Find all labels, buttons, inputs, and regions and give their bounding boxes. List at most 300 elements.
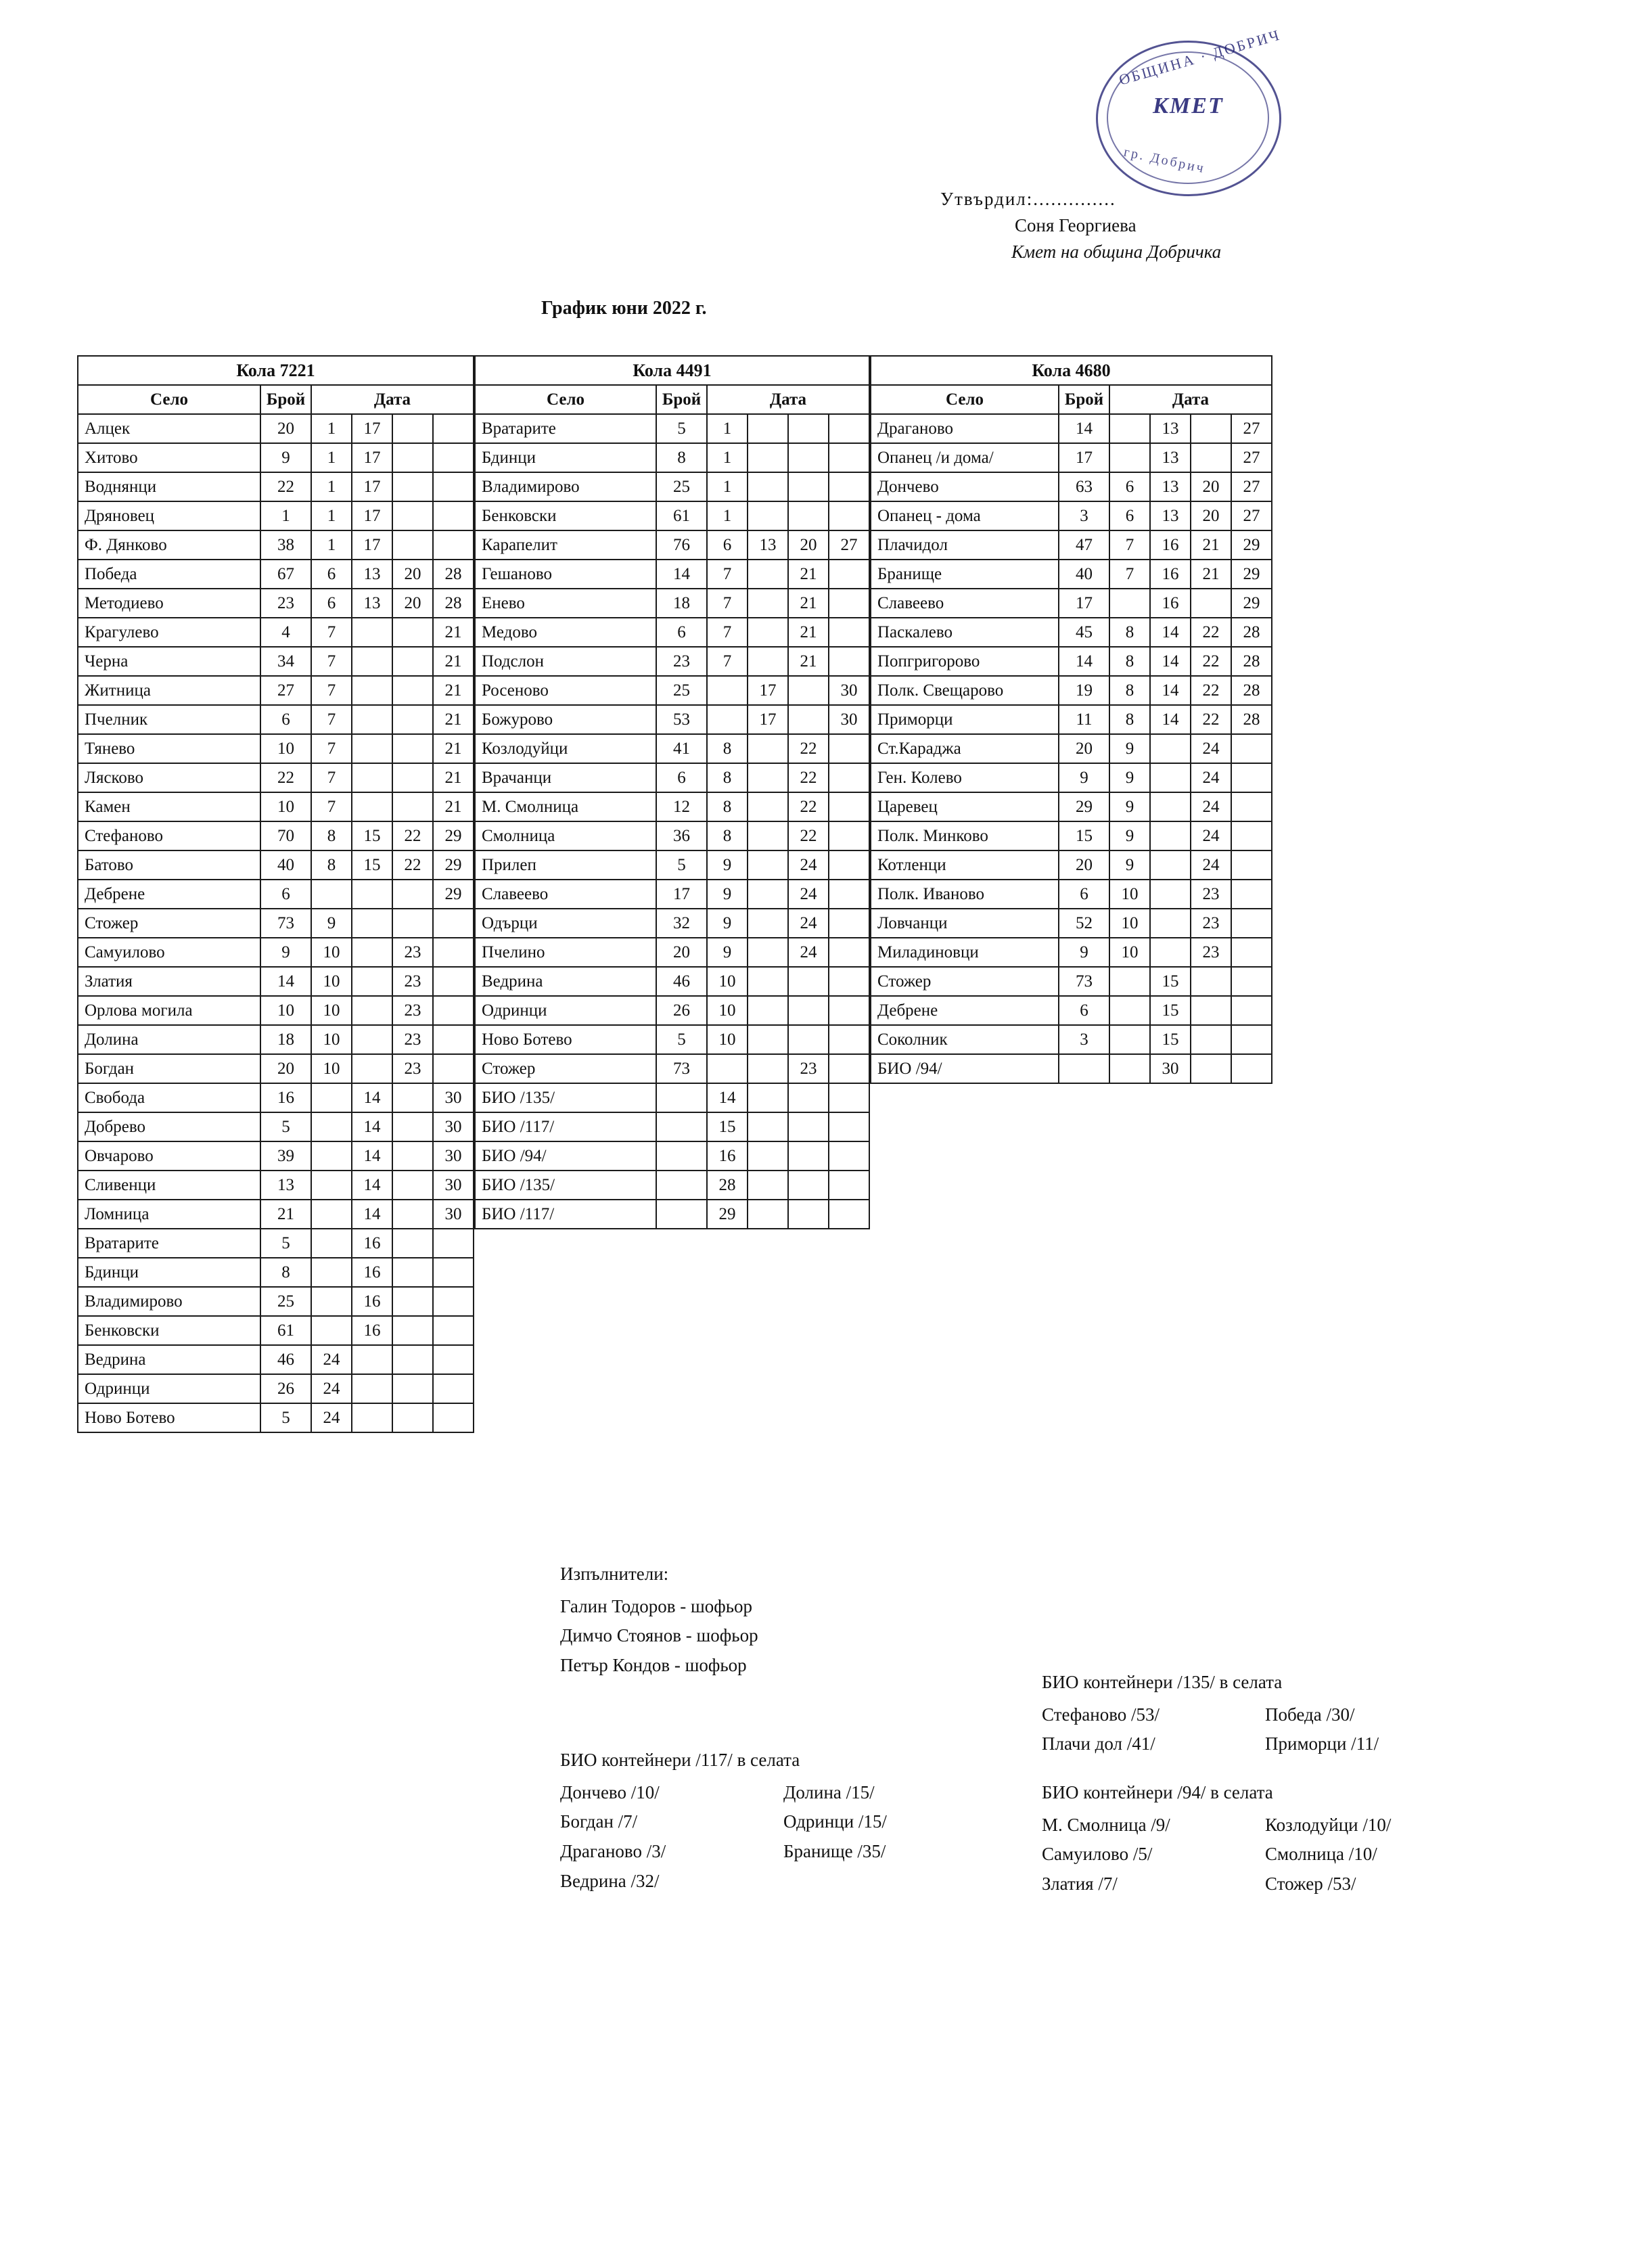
cell-count: 5 [656, 414, 707, 443]
cell-date: 24 [788, 880, 829, 909]
cell-date: 14 [1150, 705, 1191, 734]
cell-count: 9 [260, 938, 311, 967]
cell-count: 36 [656, 821, 707, 850]
table-row [475, 938, 869, 967]
cell-date: 16 [1150, 589, 1191, 618]
cell-date: 17 [352, 414, 392, 443]
cell-village: Свобода [78, 1083, 260, 1112]
cell-village: Богдан [78, 1054, 260, 1083]
cell-date [352, 1025, 392, 1054]
cell-village: Владимирово [78, 1287, 260, 1316]
cell-date [352, 705, 392, 734]
table-row [871, 560, 1272, 589]
cell-date: 16 [352, 1287, 392, 1316]
cell-village: Полк. Иваново [871, 880, 1059, 909]
table-row [475, 792, 869, 821]
cell-count: 52 [1059, 909, 1109, 938]
performers-title: Изпълнители: [560, 1564, 669, 1584]
cell-date: 16 [707, 1141, 748, 1171]
table-row [475, 996, 869, 1025]
cell-village: БИО /117/ [475, 1200, 656, 1229]
bio-entry: Самуилово /5/ [1042, 1844, 1153, 1865]
cell-count: 70 [260, 821, 311, 850]
cell-date: 20 [392, 560, 433, 589]
cell-date [1191, 996, 1231, 1025]
cell-count: 32 [656, 909, 707, 938]
column-header-village: Село [475, 385, 656, 414]
cell-village: Камен [78, 792, 260, 821]
cell-date [352, 1403, 392, 1432]
table-row [475, 1025, 869, 1054]
cell-count: 9 [260, 443, 311, 472]
cell-count: 13 [260, 1171, 311, 1200]
cell-village: Ломница [78, 1200, 260, 1229]
cell-village: Славеево [475, 880, 656, 909]
table-row [871, 414, 1272, 443]
bio-117-row [560, 1778, 1007, 1808]
cell-count [656, 1141, 707, 1171]
cell-village: Дебрене [78, 880, 260, 909]
cell-date [311, 1112, 352, 1141]
cell-date [433, 1054, 474, 1083]
table-row [475, 850, 869, 880]
cell-village: Ведрина [78, 1345, 260, 1374]
cell-village: Ловчанци [871, 909, 1059, 938]
cell-date: 10 [1109, 909, 1150, 938]
stamp-inner-ring [1107, 51, 1269, 184]
cell-date: 22 [392, 850, 433, 880]
cell-village: Ново Ботево [475, 1025, 656, 1054]
column-header-count: Брой [1059, 385, 1109, 414]
cell-date [829, 1171, 869, 1200]
cell-date: 7 [311, 647, 352, 676]
cell-village: Одринци [475, 996, 656, 1025]
cell-count: 73 [260, 909, 311, 938]
table-row [78, 1171, 474, 1200]
cell-village: Хитово [78, 443, 260, 472]
cell-count: 22 [260, 472, 311, 501]
cell-count: 46 [260, 1345, 311, 1374]
bio-135-title: БИО контейнери /135/ в селата [1042, 1672, 1283, 1692]
cell-date: 24 [1191, 792, 1231, 821]
cell-date [788, 414, 829, 443]
cell-date: 24 [1191, 734, 1231, 763]
cell-date: 9 [1109, 734, 1150, 763]
cell-village: Полк. Минково [871, 821, 1059, 850]
cell-village: Вратарите [78, 1229, 260, 1258]
cell-date [392, 1200, 433, 1229]
cell-date: 14 [352, 1112, 392, 1141]
cell-date [433, 996, 474, 1025]
cell-date: 1 [707, 414, 748, 443]
cell-date: 29 [433, 850, 474, 880]
cell-date [748, 967, 788, 996]
table-row [78, 880, 474, 909]
cell-village: Алцек [78, 414, 260, 443]
cell-date [352, 1054, 392, 1083]
cell-date: 23 [1191, 880, 1231, 909]
cell-village: Батово [78, 850, 260, 880]
cell-date [392, 618, 433, 647]
cell-village: Ст.Караджа [871, 734, 1059, 763]
cell-date [1231, 880, 1272, 909]
table-row [475, 647, 869, 676]
cell-village: Долина [78, 1025, 260, 1054]
cell-date: 7 [311, 705, 352, 734]
cell-count: 5 [260, 1403, 311, 1432]
table-row [78, 1345, 474, 1374]
cell-date [707, 1054, 748, 1083]
table-row [871, 850, 1272, 880]
table-row [78, 850, 474, 880]
table-row [78, 647, 474, 676]
cell-count: 5 [656, 850, 707, 880]
table-row [871, 821, 1272, 850]
cell-village: Сливенци [78, 1171, 260, 1200]
table-row [475, 705, 869, 734]
cell-village: Божурово [475, 705, 656, 734]
table-body [871, 414, 1272, 1083]
cell-date: 23 [788, 1054, 829, 1083]
cell-date: 1 [311, 501, 352, 530]
table-row [871, 996, 1272, 1025]
cell-date [1191, 1025, 1231, 1054]
cell-date: 16 [352, 1316, 392, 1345]
cell-date: 17 [748, 676, 788, 705]
cell-count: 18 [260, 1025, 311, 1054]
cell-date [748, 1200, 788, 1229]
cell-date: 16 [352, 1229, 392, 1258]
cell-count: 19 [1059, 676, 1109, 705]
bio-entry: Стожер /53/ [1265, 1874, 1356, 1894]
cell-date [433, 1374, 474, 1403]
cell-date: 29 [1231, 530, 1272, 560]
cell-count: 53 [656, 705, 707, 734]
bio-entry: Стефаново /53/ [1042, 1704, 1160, 1725]
cell-date: 14 [352, 1083, 392, 1112]
cell-date: 15 [1150, 1025, 1191, 1054]
cell-count [656, 1112, 707, 1141]
table-row [475, 1141, 869, 1171]
cell-date: 17 [352, 472, 392, 501]
cell-village: БИО /135/ [475, 1171, 656, 1200]
cell-count: 14 [1059, 414, 1109, 443]
table-row [871, 618, 1272, 647]
column-header-count: Брой [656, 385, 707, 414]
cell-date [352, 676, 392, 705]
cell-date: 17 [352, 501, 392, 530]
table-row [475, 501, 869, 530]
cell-village: Козлодуйци [475, 734, 656, 763]
cell-date [311, 880, 352, 909]
column-header-village: Село [78, 385, 260, 414]
cell-date: 8 [707, 734, 748, 763]
cell-count: 39 [260, 1141, 311, 1171]
cell-date [352, 996, 392, 1025]
bio-135-row [1042, 1729, 1488, 1759]
cell-date [788, 1025, 829, 1054]
cell-count: 6 [1059, 880, 1109, 909]
cell-date [392, 1141, 433, 1171]
stamp-bottom-text: гр. Добрич [1122, 144, 1207, 177]
cell-date: 15 [352, 821, 392, 850]
cell-count: 20 [260, 1054, 311, 1083]
cell-date [829, 647, 869, 676]
cell-date [311, 1229, 352, 1258]
bio-entry [783, 1867, 1007, 1897]
cell-date [392, 1112, 433, 1141]
cell-date [392, 472, 433, 501]
cell-count: 25 [656, 472, 707, 501]
cell-date [1231, 734, 1272, 763]
cell-date [748, 472, 788, 501]
column-header-date: Дата [707, 385, 869, 414]
bio-entry: Одринци /15/ [783, 1811, 887, 1832]
cell-date: 29 [433, 821, 474, 850]
cell-date: 24 [1191, 850, 1231, 880]
cell-date: 21 [788, 618, 829, 647]
cell-date [1231, 821, 1272, 850]
table-row [78, 1141, 474, 1171]
cell-date [392, 414, 433, 443]
cell-village: Пчелник [78, 705, 260, 734]
cell-date [392, 909, 433, 938]
cell-date: 8 [1109, 618, 1150, 647]
table-caption: Кола 4680 [871, 356, 1272, 385]
cell-date [788, 967, 829, 996]
table-row [78, 589, 474, 618]
table-row [78, 1374, 474, 1403]
cell-count: 15 [1059, 821, 1109, 850]
cell-date: 6 [1109, 501, 1150, 530]
cell-date [433, 1258, 474, 1287]
cell-date: 22 [1191, 647, 1231, 676]
cell-count: 12 [656, 792, 707, 821]
cell-count: 1 [260, 501, 311, 530]
cell-date: 8 [1109, 676, 1150, 705]
cell-date: 9 [707, 938, 748, 967]
table-row [871, 472, 1272, 501]
cell-date: 24 [1191, 821, 1231, 850]
cell-date: 7 [311, 676, 352, 705]
cell-date [433, 501, 474, 530]
cell-date: 6 [1109, 472, 1150, 501]
table-row [78, 1112, 474, 1141]
cell-village: Плачидол [871, 530, 1059, 560]
table-row [475, 1083, 869, 1112]
table-row [78, 1403, 474, 1432]
bio-entry: Драганово /3/ [560, 1841, 666, 1862]
cell-date: 29 [707, 1200, 748, 1229]
cell-date [788, 996, 829, 1025]
table-row [475, 734, 869, 763]
cell-date: 15 [352, 850, 392, 880]
table-row [871, 1054, 1272, 1083]
cell-date: 30 [433, 1200, 474, 1229]
cell-date: 23 [392, 1025, 433, 1054]
cell-date: 7 [1109, 530, 1150, 560]
cell-count: 20 [260, 414, 311, 443]
cell-date [392, 1287, 433, 1316]
cell-date: 7 [707, 560, 748, 589]
cell-date [707, 676, 748, 705]
bio-entry: Долина /15/ [783, 1781, 875, 1802]
cell-date: 14 [1150, 647, 1191, 676]
cell-count: 10 [260, 996, 311, 1025]
bio-94-row [1042, 1869, 1488, 1899]
cell-village: Бенковски [78, 1316, 260, 1345]
table-row [78, 414, 474, 443]
cell-date [392, 734, 433, 763]
approver-name: Соня Георгиева [1015, 215, 1137, 236]
cell-date: 10 [707, 967, 748, 996]
cell-date [392, 1316, 433, 1345]
cell-date [829, 618, 869, 647]
cell-village: Приморци [871, 705, 1059, 734]
cell-date [1231, 996, 1272, 1025]
cell-date [392, 1374, 433, 1403]
cell-date [748, 734, 788, 763]
cell-date [748, 618, 788, 647]
cell-date [1150, 850, 1191, 880]
table-row [78, 909, 474, 938]
cell-date [311, 1287, 352, 1316]
cell-date [829, 443, 869, 472]
table-row [871, 443, 1272, 472]
cell-date [829, 472, 869, 501]
cell-date [788, 1083, 829, 1112]
cell-date: 30 [433, 1141, 474, 1171]
cell-date [788, 1171, 829, 1200]
cell-count: 17 [656, 880, 707, 909]
cell-date [788, 501, 829, 530]
cell-date: 23 [392, 938, 433, 967]
bio-117-row [560, 1807, 1007, 1837]
cell-date: 6 [311, 589, 352, 618]
cell-count: 5 [260, 1229, 311, 1258]
table-row [78, 996, 474, 1025]
table-body [78, 414, 474, 1432]
cell-date [1109, 443, 1150, 472]
cell-count: 8 [656, 443, 707, 472]
approval-block [940, 186, 1360, 265]
cell-village: Лясково [78, 763, 260, 792]
cell-date: 7 [311, 763, 352, 792]
approved-by-label: Утвърдил:.............. [940, 189, 1116, 209]
cell-date [433, 472, 474, 501]
cell-date [392, 880, 433, 909]
cell-date: 28 [707, 1171, 748, 1200]
cell-date [788, 1112, 829, 1141]
schedule-table-4680 [870, 355, 1272, 1084]
cell-village: Победа [78, 560, 260, 589]
cell-date: 30 [433, 1112, 474, 1141]
cell-date: 8 [1109, 647, 1150, 676]
cell-date [433, 1403, 474, 1432]
cell-date: 22 [788, 734, 829, 763]
cell-village: Росеново [475, 676, 656, 705]
cell-count: 3 [1059, 501, 1109, 530]
table-row [78, 792, 474, 821]
cell-date: 15 [1150, 996, 1191, 1025]
schedule-tables [77, 355, 1272, 1433]
cell-date [1231, 938, 1272, 967]
cell-count: 26 [656, 996, 707, 1025]
bio-entry: Златия /7/ [1042, 1874, 1118, 1894]
table-body [475, 414, 869, 1229]
cell-date: 8 [707, 763, 748, 792]
cell-village: Попгригорово [871, 647, 1059, 676]
cell-count: 20 [1059, 734, 1109, 763]
cell-village: Ново Ботево [78, 1403, 260, 1432]
cell-date: 13 [1150, 501, 1191, 530]
cell-count: 9 [1059, 938, 1109, 967]
table-row [475, 676, 869, 705]
cell-village: Подслон [475, 647, 656, 676]
cell-village: Славеево [871, 589, 1059, 618]
cell-date: 7 [707, 589, 748, 618]
table-row [475, 443, 869, 472]
cell-date [788, 676, 829, 705]
cell-date: 21 [788, 560, 829, 589]
cell-date [829, 880, 869, 909]
cell-date: 9 [311, 909, 352, 938]
cell-date: 10 [311, 1025, 352, 1054]
cell-count: 23 [260, 589, 311, 618]
cell-date [433, 1229, 474, 1258]
cell-count: 10 [260, 792, 311, 821]
cell-date [1109, 996, 1150, 1025]
cell-date [788, 1141, 829, 1171]
cell-count: 34 [260, 647, 311, 676]
cell-count: 61 [656, 501, 707, 530]
cell-date [433, 530, 474, 560]
table-row [871, 647, 1272, 676]
cell-village: Паскалево [871, 618, 1059, 647]
cell-village: Овчарово [78, 1141, 260, 1171]
cell-date: 22 [1191, 705, 1231, 734]
cell-date [1191, 1054, 1231, 1083]
cell-date [788, 705, 829, 734]
cell-village: Одърци [475, 909, 656, 938]
table-row [475, 1200, 869, 1229]
cell-date [748, 850, 788, 880]
cell-date: 14 [1150, 618, 1191, 647]
table-row [475, 414, 869, 443]
cell-village: Тянево [78, 734, 260, 763]
cell-date: 8 [707, 821, 748, 850]
cell-count: 45 [1059, 618, 1109, 647]
cell-date [707, 705, 748, 734]
cell-date [433, 1316, 474, 1345]
bio-135-block [1042, 1668, 1488, 1759]
bio-entry: Бранище /35/ [783, 1841, 886, 1862]
cell-count: 17 [1059, 589, 1109, 618]
cell-date [433, 1345, 474, 1374]
cell-date: 29 [433, 880, 474, 909]
cell-count: 76 [656, 530, 707, 560]
cell-date [1150, 880, 1191, 909]
bio-117-row [560, 1867, 1007, 1897]
cell-village: Драганово [871, 414, 1059, 443]
cell-date [392, 1083, 433, 1112]
cell-date: 13 [1150, 472, 1191, 501]
cell-date: 14 [352, 1171, 392, 1200]
cell-date: 27 [1231, 501, 1272, 530]
table-row [475, 821, 869, 850]
table-row [78, 1287, 474, 1316]
cell-count [656, 1083, 707, 1112]
